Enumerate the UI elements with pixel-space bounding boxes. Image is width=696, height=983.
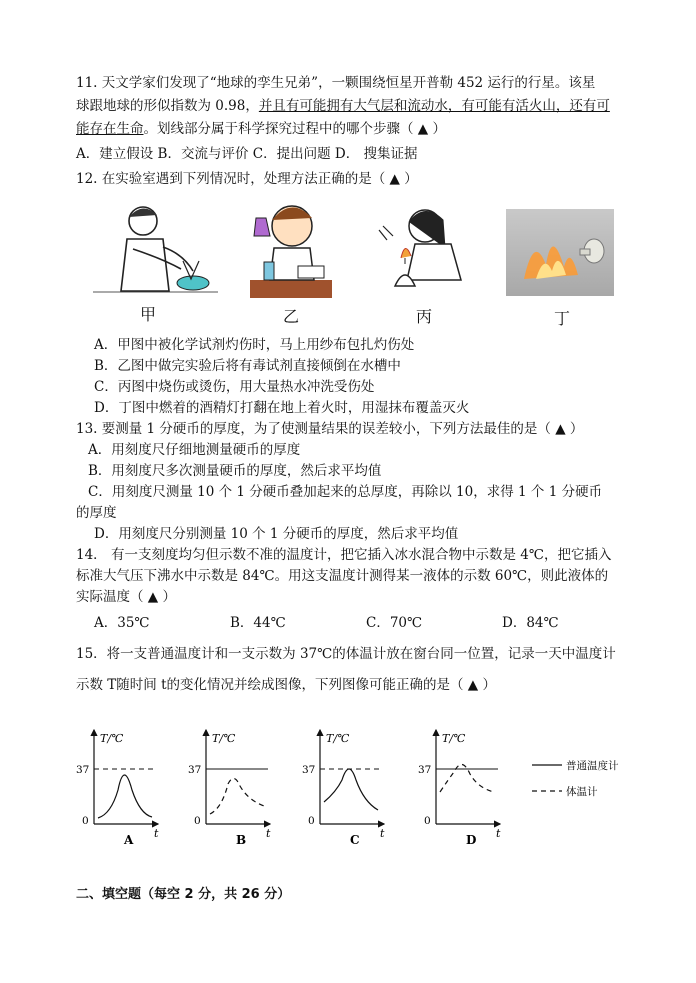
picture-caption-bing: 丙 bbox=[416, 307, 433, 326]
q11-line2-plain: 球跟地球的形似指数为 0.98， bbox=[76, 98, 259, 114]
q11-line2 bbox=[76, 96, 610, 116]
origin-label: 0 bbox=[308, 815, 315, 827]
q14-option-b: B．44℃ bbox=[230, 615, 286, 631]
q14-line2: 标准大气压下沸水中示数是 84℃。用这支温度计测得某一液体的示数 60℃，则此液体的 bbox=[76, 568, 609, 584]
origin-label: 0 bbox=[82, 815, 89, 827]
q12-option-c: C．丙图中烧伤或烫伤，用大量热水冲洗受伤处 bbox=[94, 379, 375, 395]
q13-option-c-line2: 的厚度 bbox=[76, 505, 117, 521]
y-axis-label: T/℃ bbox=[326, 732, 350, 745]
graph-panel-c bbox=[302, 730, 385, 847]
lab-picture-bing bbox=[369, 200, 467, 302]
tick-37: 37 bbox=[302, 764, 316, 776]
origin-label: 0 bbox=[194, 815, 201, 827]
y-axis-label: T/℃ bbox=[100, 732, 124, 745]
graph-panel-d bbox=[418, 730, 501, 847]
y-axis-label: T/℃ bbox=[212, 732, 236, 745]
legend-solid-label: 普通温度计 bbox=[566, 760, 619, 772]
q13-option-c-line1: C．用刻度尺测量 10 个 1 分硬币叠加起来的总厚度，再除以 10，求得 1 个 1 分硬币 bbox=[88, 484, 603, 500]
temperature-curve bbox=[324, 769, 378, 810]
q14-option-c: C．70℃ bbox=[366, 615, 423, 631]
temperature-graphs bbox=[76, 722, 656, 852]
q13-option-b: B．用刻度尺多次测量硬币的厚度，然后求平均值 bbox=[88, 463, 382, 479]
q13-stem: 13. 要测量 1 分硬币的厚度，为了使测量结果的误差较小，下列方法最佳的是（ ▲ ） bbox=[76, 421, 584, 437]
lab-picture-ding bbox=[506, 209, 614, 296]
picture-caption-ding: 丁 bbox=[554, 309, 571, 328]
lab-picture-jia bbox=[93, 199, 218, 299]
q11-line1: 11. 天文学家们发现了“地球的孪生兄弟”，一颗围绕恒星开普勒 452 运行的行星。该星 bbox=[76, 75, 596, 91]
q12-option-d: D．丁图中燃着的酒精灯打翻在地上着火时，用湿抹布覆盖灭火 bbox=[94, 400, 470, 416]
q14-line3: 实际温度（ ▲ ） bbox=[76, 589, 176, 605]
tick-37: 37 bbox=[76, 764, 90, 776]
q13-option-d: D．用刻度尺分别测量 10 个 1 分硬币的厚度，然后求平均值 bbox=[94, 526, 459, 542]
y-axis-label: T/℃ bbox=[442, 732, 466, 745]
graph-panel-b bbox=[188, 730, 271, 847]
q11-underlined-part1: 并且有可能拥有大气层和流动水，有可能有活火山，还有可 bbox=[258, 98, 610, 114]
picture-caption-jia: 甲 bbox=[140, 305, 157, 324]
q14-option-d: D．84℃ bbox=[502, 615, 559, 631]
spilled-lamp-fire-graphic bbox=[506, 209, 614, 296]
q14-option-a: A．35℃ bbox=[94, 615, 150, 631]
x-axis-label: t bbox=[496, 827, 501, 840]
temperature-curve bbox=[98, 775, 152, 818]
graph-panel-a bbox=[76, 730, 159, 847]
origin-label: 0 bbox=[424, 815, 431, 827]
x-axis-label: t bbox=[154, 827, 159, 840]
q14-line1: 14． 有一支刻度均匀但示数不准的温度计，把它插入冰水混合物中示数是 4℃，把它插入 bbox=[76, 547, 612, 563]
x-axis-label: t bbox=[266, 827, 271, 840]
q12-option-a: A．甲图中被化学试剂灼伤时，马上用纱布包扎灼伤处 bbox=[94, 337, 415, 353]
temperature-curve bbox=[210, 778, 264, 814]
q11-line3-rest: 。划线部分属于科学探究过程中的哪个步骤（ ▲ ） bbox=[143, 121, 446, 137]
legend-dashed-label: 体温计 bbox=[566, 786, 598, 798]
q11-options: A．建立假设 B．交流与评价 C．提出问题 D． 搜集证据 bbox=[76, 146, 418, 162]
tick-37: 37 bbox=[418, 764, 432, 776]
panel-label: B bbox=[236, 833, 247, 847]
q12-stem: 12. 在实验室遇到下列情况时，处理方法正确的是（ ▲ ） bbox=[76, 171, 418, 187]
q15-line2: 示数 T随时间 t的变化情况并绘成图像，下列图像可能正确的是（ ▲ ） bbox=[76, 677, 496, 693]
q11-underlined-part2: 能存在生命 bbox=[76, 121, 144, 137]
picture-caption-yi: 乙 bbox=[283, 307, 300, 326]
q15-line1: 15．将一支普通温度计和一支示数为 37℃的体温计放在窗台同一位置，记录一天中温度计 bbox=[76, 646, 616, 662]
tick-37: 37 bbox=[188, 764, 202, 776]
panel-label: D bbox=[466, 833, 477, 847]
q12-option-b: B．乙图中做完实验后将有毒试剂直接倾倒在水槽中 bbox=[94, 358, 401, 374]
section-2-heading: 二、填空题（每空 2 分，共 26 分） bbox=[76, 887, 291, 902]
x-axis-label: t bbox=[380, 827, 385, 840]
panel-label: A bbox=[124, 833, 134, 847]
q11-line3 bbox=[76, 119, 446, 139]
panel-label: C bbox=[350, 833, 360, 847]
lab-picture-yi bbox=[248, 196, 334, 300]
q13-option-a: A．用刻度尺仔细地测量硬币的厚度 bbox=[88, 442, 301, 458]
